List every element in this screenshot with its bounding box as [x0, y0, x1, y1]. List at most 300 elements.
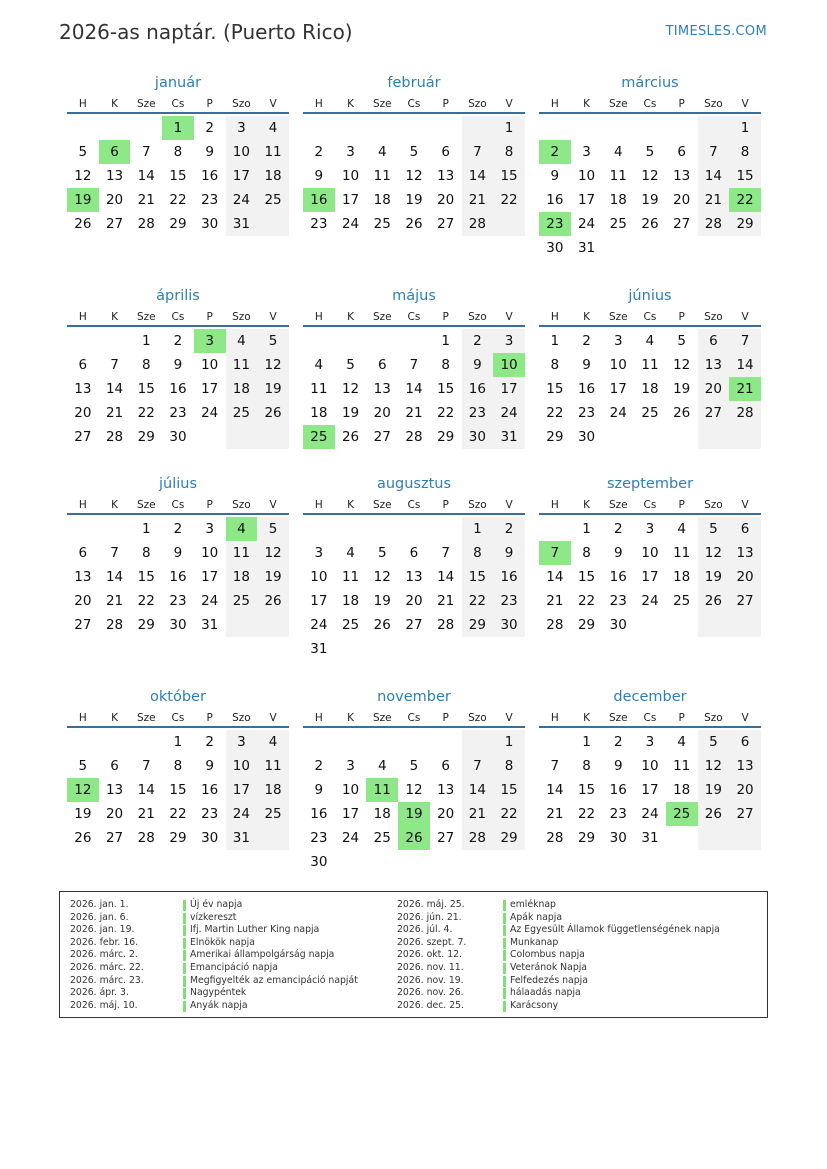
day-cell[interactable]: 10 [310, 569, 328, 585]
day-cell[interactable]: 20 [105, 806, 124, 822]
day-cell[interactable]: 4 [645, 333, 655, 349]
day-cell[interactable]: 20 [673, 192, 691, 208]
day-cell[interactable]: 22 [577, 593, 596, 609]
day-cell[interactable]: 21 [462, 188, 494, 212]
day-cell[interactable]: 2 [173, 521, 183, 537]
day-cell[interactable]: 5 [346, 357, 355, 373]
day-cell[interactable]: 17 [341, 806, 360, 822]
day-cell[interactable]: 13 [673, 168, 691, 184]
day-cell[interactable]: 9 [613, 545, 623, 561]
day-cell[interactable]: 12 [641, 168, 659, 184]
day-cell[interactable]: 9 [462, 353, 494, 377]
day-cell[interactable]: 5 [698, 517, 730, 541]
day-cell[interactable]: 3 [493, 329, 525, 353]
day-cell[interactable]: 4 [346, 545, 355, 561]
day-cell[interactable]: 21 [698, 188, 730, 212]
day-cell[interactable]: 25 [257, 188, 289, 212]
day-cell[interactable]: 17 [641, 569, 659, 585]
day-cell[interactable]: 22 [169, 806, 187, 822]
day-cell[interactable]: 17 [310, 593, 328, 609]
day-cell[interactable]: 1 [493, 116, 525, 140]
day-cell[interactable]: 27 [673, 216, 691, 232]
day-cell[interactable]: 13 [729, 541, 761, 565]
day-cell[interactable]: 25 [226, 401, 258, 425]
day-cell[interactable]: 12 [698, 754, 730, 778]
day-cell[interactable]: 18 [310, 405, 328, 421]
day-cell[interactable]: 27 [729, 802, 761, 826]
day-cell[interactable]: 14 [462, 778, 494, 802]
day-cell[interactable]: 12 [698, 541, 730, 565]
day-cell[interactable]: 24 [201, 405, 219, 421]
day-cell[interactable]: 19 [398, 802, 430, 826]
day-cell[interactable]: 16 [577, 381, 596, 397]
day-cell[interactable]: 2 [582, 333, 591, 349]
day-cell[interactable]: 1 [162, 116, 194, 140]
day-cell[interactable]: 16 [609, 569, 627, 585]
day-cell[interactable]: 3 [346, 144, 355, 160]
day-cell[interactable]: 6 [698, 329, 730, 353]
day-cell[interactable]: 6 [677, 144, 686, 160]
day-cell[interactable]: 19 [257, 377, 289, 401]
day-cell[interactable]: 25 [373, 830, 391, 846]
day-cell[interactable]: 19 [373, 593, 391, 609]
day-cell[interactable]: 20 [729, 778, 761, 802]
day-cell[interactable]: 3 [226, 116, 258, 140]
day-cell[interactable]: 7 [110, 545, 119, 561]
day-cell[interactable]: 27 [729, 589, 761, 613]
day-cell[interactable]: 3 [613, 333, 623, 349]
day-cell[interactable]: 25 [666, 802, 698, 826]
day-cell[interactable]: 12 [257, 541, 289, 565]
day-cell[interactable]: 17 [226, 778, 258, 802]
day-cell[interactable]: 20 [373, 405, 391, 421]
day-cell[interactable]: 29 [577, 617, 596, 633]
day-cell[interactable]: 5 [257, 329, 289, 353]
day-cell[interactable]: 1 [141, 333, 151, 349]
day-cell[interactable]: 30 [609, 830, 627, 846]
day-cell[interactable]: 13 [105, 782, 124, 798]
day-cell[interactable]: 29 [169, 830, 187, 846]
day-cell[interactable]: 10 [201, 357, 219, 373]
day-cell[interactable]: 10 [201, 545, 219, 561]
day-cell[interactable]: 20 [74, 593, 92, 609]
brand-link[interactable]: TIMESLES.COM [665, 24, 767, 39]
day-cell[interactable]: 6 [78, 545, 88, 561]
day-cell[interactable]: 28 [546, 617, 564, 633]
day-cell[interactable]: 26 [641, 216, 659, 232]
day-cell[interactable]: 30 [201, 216, 219, 232]
day-cell[interactable]: 9 [314, 782, 324, 798]
day-cell[interactable]: 24 [226, 188, 258, 212]
day-cell[interactable]: 26 [341, 429, 360, 445]
day-cell[interactable]: 9 [550, 168, 560, 184]
day-cell[interactable]: 12 [257, 353, 289, 377]
day-cell[interactable]: 4 [377, 758, 387, 774]
day-cell[interactable]: 21 [462, 802, 494, 826]
day-cell[interactable]: 7 [698, 140, 730, 164]
day-cell[interactable]: 27 [105, 216, 124, 232]
day-cell[interactable]: 1 [729, 116, 761, 140]
day-cell[interactable]: 3 [205, 521, 214, 537]
day-cell[interactable]: 12 [405, 782, 423, 798]
day-cell[interactable]: 5 [677, 333, 686, 349]
day-cell[interactable]: 11 [226, 353, 258, 377]
day-cell[interactable]: 8 [141, 357, 151, 373]
day-cell[interactable]: 14 [137, 782, 155, 798]
day-cell[interactable]: 29 [437, 429, 455, 445]
day-cell[interactable]: 11 [226, 541, 258, 565]
day-cell[interactable]: 11 [366, 778, 398, 802]
day-cell[interactable]: 10 [226, 754, 258, 778]
day-cell[interactable]: 5 [645, 144, 655, 160]
day-cell[interactable]: 31 [577, 240, 596, 256]
day-cell[interactable]: 29 [493, 826, 525, 850]
day-cell[interactable]: 26 [257, 589, 289, 613]
day-cell[interactable]: 23 [169, 405, 187, 421]
day-cell[interactable]: 25 [609, 216, 627, 232]
day-cell[interactable]: 15 [437, 381, 455, 397]
day-cell[interactable]: 26 [698, 589, 730, 613]
day-cell[interactable]: 7 [462, 140, 494, 164]
day-cell[interactable]: 13 [437, 782, 455, 798]
day-cell[interactable]: 1 [141, 521, 151, 537]
day-cell[interactable]: 10 [641, 545, 659, 561]
day-cell[interactable]: 24 [641, 806, 659, 822]
day-cell[interactable]: 2 [539, 140, 571, 164]
day-cell[interactable]: 3 [582, 144, 591, 160]
day-cell[interactable]: 28 [105, 429, 124, 445]
day-cell[interactable]: 7 [462, 754, 494, 778]
day-cell[interactable]: 17 [341, 192, 360, 208]
day-cell[interactable]: 26 [373, 617, 391, 633]
day-cell[interactable]: 7 [550, 758, 560, 774]
day-cell[interactable]: 29 [137, 617, 155, 633]
day-cell[interactable]: 8 [582, 545, 591, 561]
day-cell[interactable]: 20 [437, 192, 455, 208]
day-cell[interactable]: 4 [677, 734, 686, 750]
day-cell[interactable]: 22 [137, 405, 155, 421]
day-cell[interactable]: 19 [405, 192, 423, 208]
day-cell[interactable]: 5 [78, 758, 88, 774]
day-cell[interactable]: 26 [398, 826, 430, 850]
day-cell[interactable]: 22 [462, 589, 494, 613]
day-cell[interactable]: 31 [226, 212, 258, 236]
day-cell[interactable]: 26 [698, 802, 730, 826]
day-cell[interactable]: 7 [729, 329, 761, 353]
day-cell[interactable]: 26 [74, 830, 92, 846]
day-cell[interactable]: 30 [169, 429, 187, 445]
day-cell[interactable]: 11 [257, 140, 289, 164]
day-cell[interactable]: 29 [729, 212, 761, 236]
day-cell[interactable]: 17 [226, 164, 258, 188]
day-cell[interactable]: 1 [582, 734, 591, 750]
day-cell[interactable]: 26 [74, 216, 92, 232]
day-cell[interactable]: 18 [641, 381, 659, 397]
day-cell[interactable]: 28 [405, 429, 423, 445]
day-cell[interactable]: 24 [310, 617, 328, 633]
day-cell[interactable]: 22 [437, 405, 455, 421]
day-cell[interactable]: 16 [303, 188, 335, 212]
day-cell[interactable]: 3 [645, 734, 655, 750]
day-cell[interactable]: 15 [169, 168, 187, 184]
day-cell[interactable]: 11 [673, 545, 691, 561]
day-cell[interactable]: 21 [405, 405, 423, 421]
day-cell[interactable]: 8 [493, 140, 525, 164]
day-cell[interactable]: 25 [303, 425, 335, 449]
day-cell[interactable]: 30 [493, 613, 525, 637]
day-cell[interactable]: 21 [546, 593, 564, 609]
day-cell[interactable]: 6 [441, 758, 450, 774]
day-cell[interactable]: 13 [729, 754, 761, 778]
day-cell[interactable]: 5 [409, 758, 419, 774]
day-cell[interactable]: 28 [462, 826, 494, 850]
day-cell[interactable]: 14 [105, 381, 124, 397]
day-cell[interactable]: 1 [173, 734, 183, 750]
day-cell[interactable]: 30 [169, 617, 187, 633]
day-cell[interactable]: 29 [169, 216, 187, 232]
day-cell[interactable]: 18 [226, 377, 258, 401]
day-cell[interactable]: 12 [67, 778, 99, 802]
day-cell[interactable]: 8 [141, 545, 151, 561]
day-cell[interactable]: 19 [67, 188, 99, 212]
day-cell[interactable]: 20 [105, 192, 124, 208]
day-cell[interactable]: 15 [462, 565, 494, 589]
day-cell[interactable]: 26 [257, 401, 289, 425]
day-cell[interactable]: 10 [493, 353, 525, 377]
day-cell[interactable]: 3 [194, 329, 226, 353]
day-cell[interactable]: 3 [645, 521, 655, 537]
day-cell[interactable]: 10 [609, 357, 627, 373]
day-cell[interactable]: 10 [641, 758, 659, 774]
day-cell[interactable]: 21 [729, 377, 761, 401]
day-cell[interactable]: 15 [729, 164, 761, 188]
day-cell[interactable]: 27 [105, 830, 124, 846]
day-cell[interactable]: 20 [74, 405, 92, 421]
day-cell[interactable]: 9 [493, 541, 525, 565]
day-cell[interactable]: 13 [74, 569, 92, 585]
day-cell[interactable]: 6 [409, 545, 419, 561]
day-cell[interactable]: 3 [346, 758, 355, 774]
day-cell[interactable]: 30 [310, 854, 328, 870]
day-cell[interactable]: 3 [314, 545, 324, 561]
day-cell[interactable]: 15 [169, 782, 187, 798]
day-cell[interactable]: 8 [173, 144, 183, 160]
day-cell[interactable]: 18 [609, 192, 627, 208]
day-cell[interactable]: 15 [546, 381, 564, 397]
day-cell[interactable]: 20 [729, 565, 761, 589]
day-cell[interactable]: 16 [493, 565, 525, 589]
day-cell[interactable]: 2 [205, 120, 214, 136]
day-cell[interactable]: 22 [493, 188, 525, 212]
day-cell[interactable]: 12 [74, 168, 92, 184]
day-cell[interactable]: 4 [257, 116, 289, 140]
day-cell[interactable]: 9 [314, 168, 324, 184]
day-cell[interactable]: 15 [577, 569, 596, 585]
day-cell[interactable]: 5 [409, 144, 419, 160]
day-cell[interactable]: 16 [546, 192, 564, 208]
day-cell[interactable]: 19 [74, 806, 92, 822]
day-cell[interactable]: 22 [137, 593, 155, 609]
day-cell[interactable]: 22 [577, 806, 596, 822]
day-cell[interactable]: 24 [641, 593, 659, 609]
day-cell[interactable]: 11 [373, 168, 391, 184]
day-cell[interactable]: 3 [226, 730, 258, 754]
day-cell[interactable]: 29 [137, 429, 155, 445]
day-cell[interactable]: 29 [577, 830, 596, 846]
day-cell[interactable]: 31 [493, 425, 525, 449]
day-cell[interactable]: 11 [609, 168, 627, 184]
day-cell[interactable]: 31 [226, 826, 258, 850]
day-cell[interactable]: 25 [673, 593, 691, 609]
day-cell[interactable]: 2 [613, 521, 623, 537]
day-cell[interactable]: 21 [137, 192, 155, 208]
day-cell[interactable]: 6 [110, 758, 119, 774]
day-cell[interactable]: 24 [609, 405, 627, 421]
day-cell[interactable]: 11 [641, 357, 659, 373]
day-cell[interactable]: 14 [437, 569, 455, 585]
day-cell[interactable]: 21 [437, 593, 455, 609]
day-cell[interactable]: 1 [493, 730, 525, 754]
day-cell[interactable]: 13 [373, 381, 391, 397]
day-cell[interactable]: 6 [99, 140, 131, 164]
day-cell[interactable]: 1 [441, 333, 450, 349]
day-cell[interactable]: 24 [201, 593, 219, 609]
day-cell[interactable]: 15 [577, 782, 596, 798]
day-cell[interactable]: 6 [377, 357, 387, 373]
day-cell[interactable]: 16 [609, 782, 627, 798]
day-cell[interactable]: 2 [314, 758, 324, 774]
day-cell[interactable]: 27 [373, 429, 391, 445]
day-cell[interactable]: 28 [105, 617, 124, 633]
day-cell[interactable]: 31 [641, 830, 659, 846]
day-cell[interactable]: 12 [373, 569, 391, 585]
day-cell[interactable]: 15 [137, 569, 155, 585]
day-cell[interactable]: 9 [613, 758, 623, 774]
day-cell[interactable]: 4 [226, 329, 258, 353]
day-cell[interactable]: 13 [74, 381, 92, 397]
day-cell[interactable]: 5 [698, 730, 730, 754]
day-cell[interactable]: 9 [173, 357, 183, 373]
day-cell[interactable]: 13 [698, 353, 730, 377]
day-cell[interactable]: 31 [201, 617, 219, 633]
day-cell[interactable]: 14 [137, 168, 155, 184]
day-cell[interactable]: 7 [441, 545, 450, 561]
day-cell[interactable]: 17 [577, 192, 596, 208]
day-cell[interactable]: 14 [462, 164, 494, 188]
day-cell[interactable]: 22 [546, 405, 564, 421]
day-cell[interactable]: 16 [462, 377, 494, 401]
day-cell[interactable]: 2 [314, 144, 324, 160]
day-cell[interactable]: 30 [577, 429, 596, 445]
day-cell[interactable]: 17 [609, 381, 627, 397]
day-cell[interactable]: 30 [201, 830, 219, 846]
day-cell[interactable]: 14 [105, 569, 124, 585]
day-cell[interactable]: 23 [310, 830, 328, 846]
day-cell[interactable]: 23 [609, 593, 627, 609]
day-cell[interactable]: 12 [673, 357, 691, 373]
day-cell[interactable]: 14 [405, 381, 423, 397]
day-cell[interactable]: 29 [462, 613, 494, 637]
day-cell[interactable]: 8 [550, 357, 560, 373]
day-cell[interactable]: 4 [257, 730, 289, 754]
day-cell[interactable]: 16 [201, 168, 219, 184]
day-cell[interactable]: 23 [539, 212, 571, 236]
day-cell[interactable]: 15 [493, 164, 525, 188]
day-cell[interactable]: 2 [173, 333, 183, 349]
day-cell[interactable]: 21 [546, 806, 564, 822]
day-cell[interactable]: 16 [201, 782, 219, 798]
day-cell[interactable]: 19 [257, 565, 289, 589]
day-cell[interactable]: 10 [577, 168, 596, 184]
day-cell[interactable]: 8 [462, 541, 494, 565]
day-cell[interactable]: 24 [577, 216, 596, 232]
day-cell[interactable]: 23 [201, 806, 219, 822]
day-cell[interactable]: 6 [729, 730, 761, 754]
day-cell[interactable]: 20 [698, 377, 730, 401]
day-cell[interactable]: 24 [341, 216, 360, 232]
day-cell[interactable]: 25 [641, 405, 659, 421]
day-cell[interactable]: 13 [437, 168, 455, 184]
day-cell[interactable]: 1 [582, 521, 591, 537]
day-cell[interactable]: 25 [257, 802, 289, 826]
day-cell[interactable]: 17 [201, 569, 219, 585]
day-cell[interactable]: 5 [257, 517, 289, 541]
day-cell[interactable]: 22 [169, 192, 187, 208]
day-cell[interactable]: 17 [641, 782, 659, 798]
day-cell[interactable]: 23 [310, 216, 328, 232]
day-cell[interactable]: 28 [137, 830, 155, 846]
day-cell[interactable]: 2 [462, 329, 494, 353]
day-cell[interactable]: 2 [613, 734, 623, 750]
day-cell[interactable]: 8 [441, 357, 450, 373]
day-cell[interactable]: 20 [437, 806, 455, 822]
day-cell[interactable]: 6 [78, 357, 88, 373]
day-cell[interactable]: 25 [226, 589, 258, 613]
day-cell[interactable]: 11 [673, 758, 691, 774]
day-cell[interactable]: 5 [78, 144, 88, 160]
day-cell[interactable]: 19 [641, 192, 659, 208]
day-cell[interactable]: 16 [310, 806, 328, 822]
day-cell[interactable]: 9 [173, 545, 183, 561]
day-cell[interactable]: 23 [577, 405, 596, 421]
day-cell[interactable]: 20 [405, 593, 423, 609]
day-cell[interactable]: 22 [493, 802, 525, 826]
day-cell[interactable]: 24 [341, 830, 360, 846]
day-cell[interactable]: 12 [341, 381, 360, 397]
day-cell[interactable]: 19 [698, 565, 730, 589]
day-cell[interactable]: 24 [493, 401, 525, 425]
day-cell[interactable]: 30 [546, 240, 564, 256]
day-cell[interactable]: 18 [673, 569, 691, 585]
day-cell[interactable]: 31 [310, 641, 328, 657]
day-cell[interactable]: 19 [341, 405, 360, 421]
day-cell[interactable]: 13 [105, 168, 124, 184]
day-cell[interactable]: 28 [437, 617, 455, 633]
day-cell[interactable]: 6 [729, 517, 761, 541]
day-cell[interactable]: 28 [546, 830, 564, 846]
day-cell[interactable]: 7 [141, 758, 151, 774]
day-cell[interactable]: 15 [137, 381, 155, 397]
day-cell[interactable]: 4 [314, 357, 324, 373]
day-cell[interactable]: 23 [462, 401, 494, 425]
day-cell[interactable]: 18 [226, 565, 258, 589]
day-cell[interactable]: 8 [173, 758, 183, 774]
day-cell[interactable]: 4 [613, 144, 623, 160]
day-cell[interactable]: 4 [226, 517, 258, 541]
day-cell[interactable]: 28 [729, 401, 761, 425]
day-cell[interactable]: 8 [582, 758, 591, 774]
day-cell[interactable]: 9 [205, 758, 214, 774]
